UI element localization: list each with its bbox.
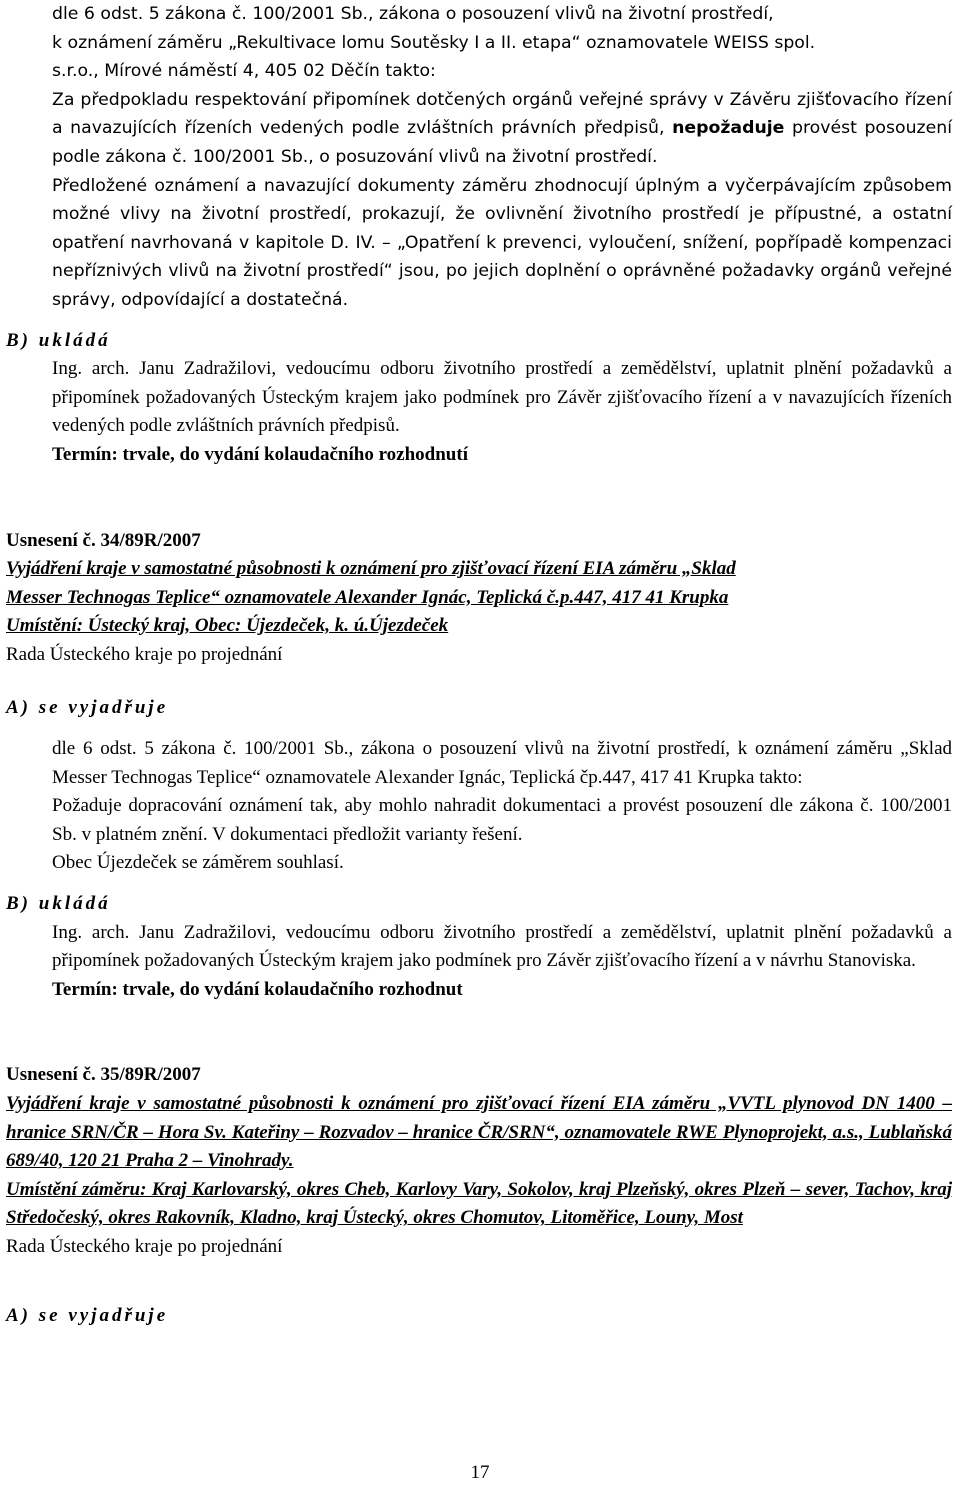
resolution-subject: Messer Technogas Teplice“ oznamovatele Alexander Ignác, Teplická č.p.447, 417 41 Krupka xyxy=(6,586,729,608)
council-text: Rada Ústeckého kraje po projednání xyxy=(6,1235,283,1257)
text-line: s.r.o., Mírové náměstí 4, 405 02 Děčín takto: xyxy=(52,61,436,82)
paragraph: Předložené oznámení a navazující dokumenty záměru zhodnocují úplným a vyčerpávajícím způsobem možné vlivy na životní prostředí, prokazují, že ovlivnění životního prostředí je přípustné, a ostatní opatření navrhovaná v kapitole D. IV. – „Opatření k prevenci, vyloučení, snížení, popřípadě kompenzaci nepříznivých vlivů na životní prostředí“ jsou, po jejich doplnění o oprávněné požadavky orgánů veřejné správy, odpovídající a dostatečná. xyxy=(52,175,952,310)
paragraph: Požaduje dopracování oznámení tak, aby mohlo nahradit dokumentaci a provést posouzení dle zákona č. 100/2001 Sb. v platném znění. V dokumentaci předložit varianty řešení. xyxy=(52,795,952,845)
paragraph xyxy=(52,86,952,172)
deadline: Termín: trvale, do vydání kolaudačního rozhodnut xyxy=(52,978,463,1000)
resolution-subject: Vyjádření kraje v samostatné působnosti k oznámení pro zjišťovací řízení EIA záměru „Sklad xyxy=(6,558,736,580)
deadline: Termín: trvale, do vydání kolaudačního rozhodnutí xyxy=(52,443,468,465)
paragraph-text: Za předpokladu respektování připomínek dotčených orgánů veřejné správy v Závěru zjišťovacího řízení a navazujících řízeních vedených podle zvláštních právních předpisů, xyxy=(52,89,952,139)
paragraph: Ing. arch. Janu Zadražilovi, vedoucímu odboru životního prostředí a zemědělství, uplatnit plnění požadavků a připomínek požadovaných Ústeckým krajem jako podmínek pro Závěr zjišťovacího řízení a v navazujících řízeních vedených podle zvláštních právních předpisů. xyxy=(52,358,952,437)
paragraph: dle 6 odst. 5 zákona č. 100/2001 Sb., zákona o posouzení vlivů na životní prostředí, k oznámení záměru „Sklad Messer Technogas Teplice“ oznamovatele Alexander Ignác, Teplická čp.447, 417 41 Krupka takto: xyxy=(52,738,952,788)
previous-resolution xyxy=(52,0,952,315)
section-heading-b: B) ukládá xyxy=(6,893,111,915)
resolution-title: Usnesení č. 35/89R/2007 xyxy=(6,1064,201,1086)
paragraph-text: provést posouzení podle zákona č. 100/2001 Sb., o posuzování vlivů na životní prostředí. xyxy=(52,118,952,167)
page-number: 17 xyxy=(470,1462,490,1483)
document-page xyxy=(6,0,952,1330)
resolution-location: Umístění záměru: Kraj Karlovarský, okres Cheb, Karlovy Vary, Sokolov, kraj Plzeňský, okres Plzeň – sever, Tachov, kraj Středočeský, okres Rakovník, Kladno, kraj Ústecký, okres Chomutov, Litoměřice, Louny, Most xyxy=(6,1178,952,1229)
resolution-location: Umístění: Ústecký kraj, Obec: Újezdeček, k. ú.Újezdeček xyxy=(6,615,449,637)
resolution-title: Usnesení č. 34/89R/2007 xyxy=(6,529,201,551)
paragraph: Ing. arch. Janu Zadražilovi, vedoucímu odboru životního prostředí a zemědělství, uplatnit plnění požadavků a připomínek požadovaných Ústeckým krajem jako podmínek pro Závěr zjišťovacího řízení a v návrhu Stanoviska. xyxy=(52,921,952,972)
council-text: Rada Ústeckého kraje po projednání xyxy=(6,643,283,665)
section-heading-a: A) se vyjadřuje xyxy=(6,697,169,719)
text-line: k oznámení záměru „Rekultivace lomu Soutěsky I a II. etapa“ oznamovatele WEISS spol. xyxy=(52,32,816,53)
section-heading-a: A) se vyjadřuje xyxy=(6,1304,169,1326)
paragraph: Obec Újezdeček se záměrem souhlasí. xyxy=(52,852,344,874)
resolution-subject: Vyjádření kraje v samostatné působnosti k oznámení pro zjišťovací řízení EIA záměru „VVTL plynovod DN 1400 – hranice SRN/ČR – Hora Sv. Kateřiny – Rozvadov – hranice ČR/SRN“, oznamovatele RWE Plynoprojekt, a.s., Lublaňská 689/40, 120 21 Praha 2 – Vinohrady. xyxy=(6,1093,952,1172)
emphasis-text: nepožaduje xyxy=(672,118,785,139)
section-heading-b: B) ukládá xyxy=(6,329,111,351)
text-line: dle 6 odst. 5 zákona č. 100/2001 Sb., zákona o posouzení vlivů na životní prostředí, xyxy=(52,4,774,24)
